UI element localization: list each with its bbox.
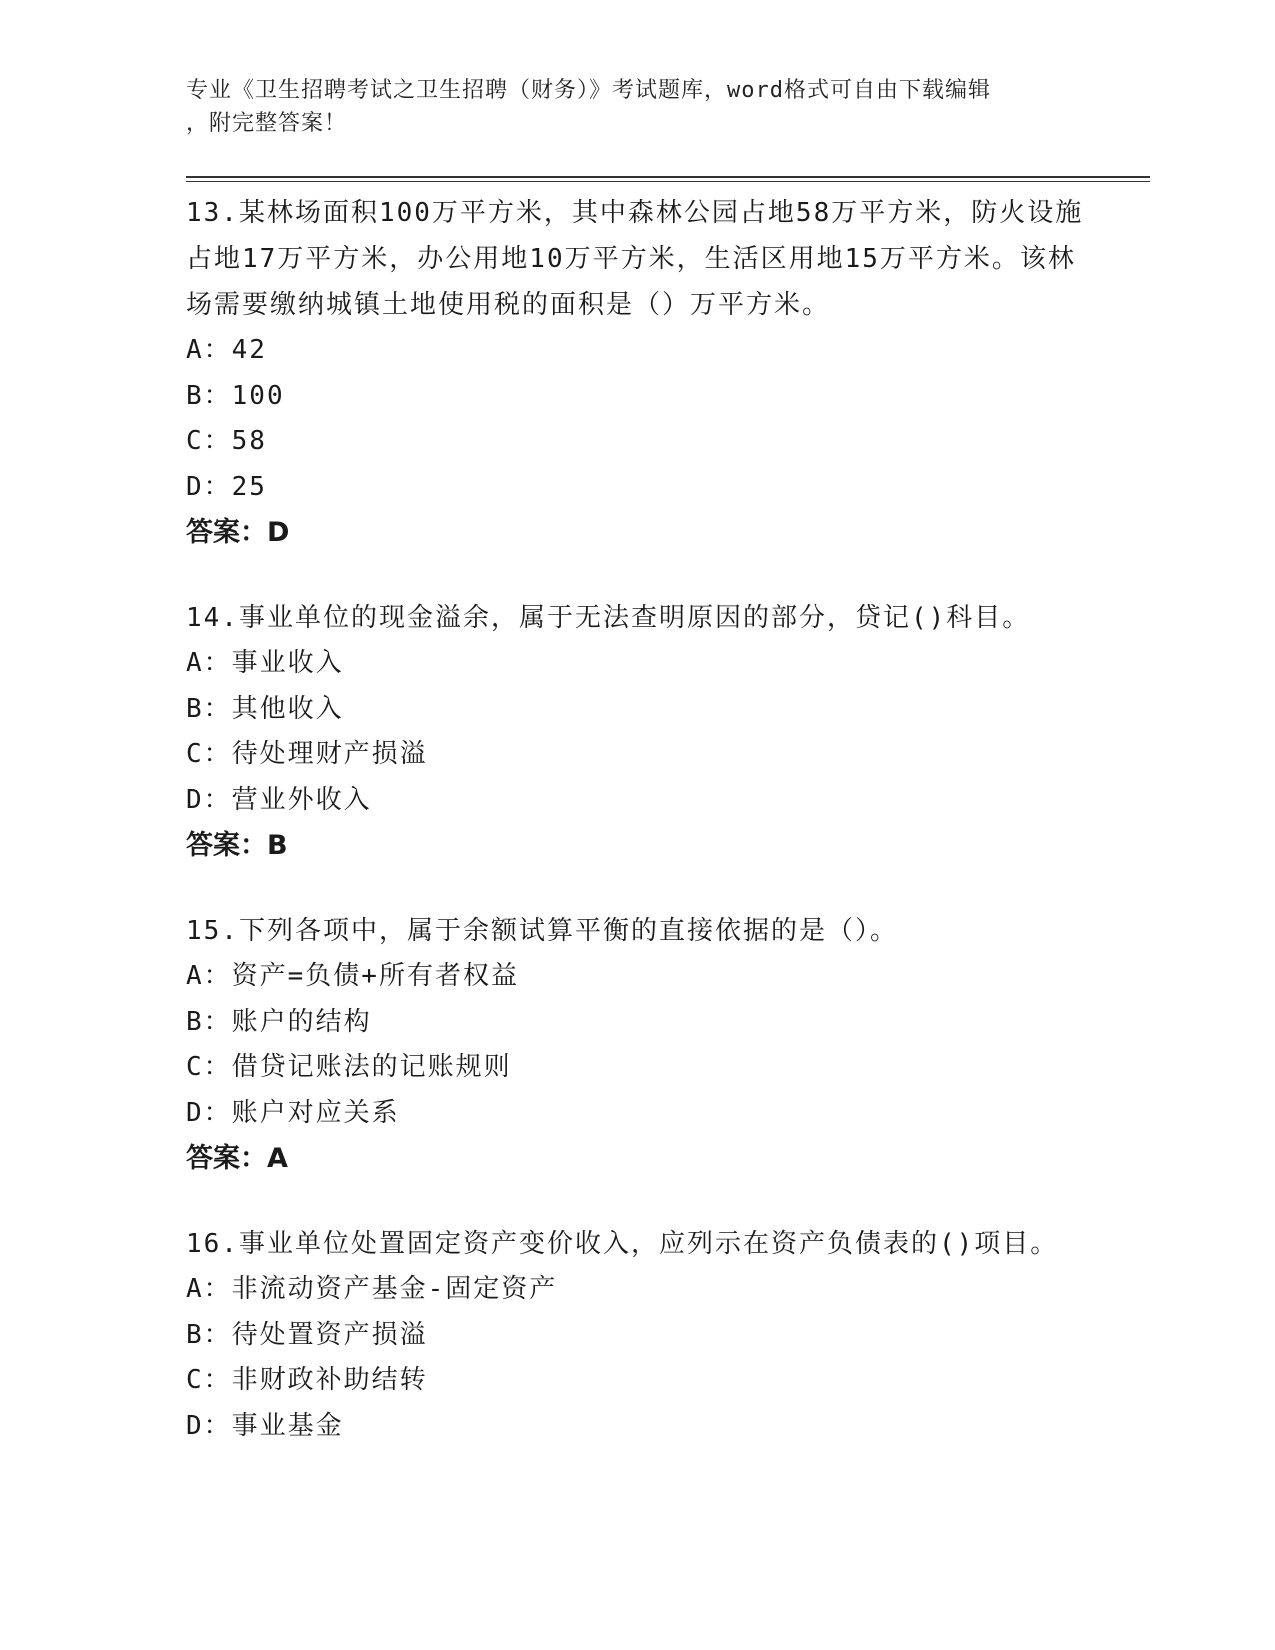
answer-label: 答案：B [186, 830, 288, 861]
question-stem: 14.事业单位的现金溢余，属于无法查明原因的部分，贷记()科目。 [186, 603, 1031, 633]
option-a: A：42 [186, 335, 267, 365]
document-header [186, 74, 1086, 140]
option-d: D：账户对应关系 [186, 1097, 400, 1128]
question-14 [186, 595, 1086, 868]
option-b: B：100 [186, 380, 285, 411]
question-15 [186, 908, 1086, 1181]
option-c: C：非财政补助结转 [186, 1365, 428, 1395]
header-line-1: 专业《卫生招聘考试之卫生招聘（财务）》考试题库，word格式可自由下载编辑 [186, 78, 991, 103]
option-a: A：事业收入 [186, 648, 344, 678]
header-divider-thick [186, 176, 1150, 178]
question-list [186, 190, 1086, 1489]
option-b: B：待处置资产损溢 [186, 1319, 428, 1350]
option-d: D：营业外收入 [186, 784, 372, 815]
answer-label: 答案：A [186, 1143, 288, 1174]
question-13 [186, 190, 1086, 555]
question-stem: 15.下列各项中，属于余额试算平衡的直接依据的是（）。 [186, 916, 898, 946]
header-line-2: ，附完整答案！ [186, 111, 348, 136]
option-c: C：58 [186, 426, 267, 456]
option-d: D：事业基金 [186, 1410, 344, 1441]
option-c: C：待处理财产损溢 [186, 739, 428, 769]
question-stem: 16.事业单位处置固定资产变价收入，应列示在资产负债表的()项目。 [186, 1229, 1059, 1259]
option-b: B：账户的结构 [186, 1006, 372, 1037]
header-divider-thin [186, 181, 1150, 182]
option-d: D：25 [186, 471, 267, 502]
question-stem: 13.某林场面积100万平方米，其中森林公园占地58万平方米，防火设施占地17万平方米，办公用地10万平方米，生活区用地15万平方米。该林场需要缴纳城镇土地使用税的面积是（）万平方米。 [186, 198, 1084, 320]
answer-label: 答案：D [186, 517, 290, 548]
option-b: B：其他收入 [186, 693, 344, 724]
option-c: C：借贷记账法的记账规则 [186, 1052, 512, 1082]
option-a: A：资产=负债+所有者权益 [186, 961, 519, 991]
question-16 [186, 1221, 1086, 1449]
option-a: A：非流动资产基金-固定资产 [186, 1274, 558, 1304]
